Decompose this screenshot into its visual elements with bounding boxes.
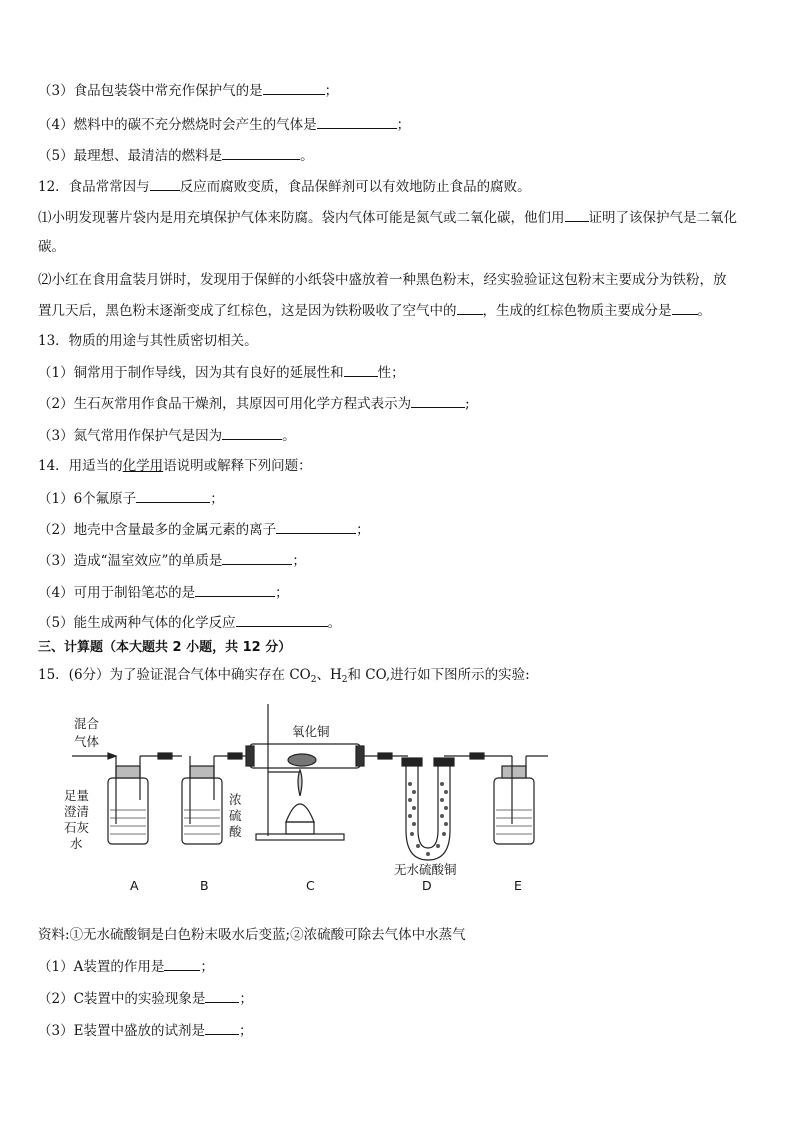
punct: 。: [300, 148, 314, 164]
q14-item1-text: （1）6个氟原子: [38, 491, 137, 507]
q14-item2-text: （2）地壳中含量最多的金属元素的离子: [38, 522, 277, 538]
label-b-1: 浓: [229, 792, 242, 807]
q15-item1-text: （1）A装置的作用是: [38, 959, 165, 975]
punct: ；: [238, 1023, 253, 1039]
answer-blank[interactable]: [164, 956, 200, 971]
q15-item3-text: （3）E装置中盛放的试剂是: [38, 1023, 205, 1039]
subscript: 2: [310, 675, 317, 685]
punct: ;: [465, 396, 470, 412]
q14-item5: [38, 612, 341, 633]
answer-blank[interactable]: [205, 988, 239, 1003]
punct: ；: [356, 522, 370, 538]
q14-item4: [38, 582, 289, 603]
answer-blank[interactable]: [222, 145, 300, 160]
label-a-2: 澄清: [64, 804, 90, 819]
answer-blank[interactable]: [222, 425, 282, 440]
answer-blank[interactable]: [136, 488, 210, 503]
punct: ；: [239, 991, 253, 1007]
punct: ；: [210, 491, 224, 507]
answer-blank[interactable]: [263, 80, 325, 95]
answer-blank[interactable]: [276, 519, 356, 534]
q14-item2: [38, 519, 370, 540]
punct: ；: [200, 959, 214, 975]
answer-blank[interactable]: [457, 300, 483, 315]
answer-blank[interactable]: [565, 207, 589, 222]
q14-stem-text-2: 语说明或解释下列问题：: [163, 458, 312, 474]
q11-item3: [38, 80, 338, 101]
answer-blank[interactable]: [222, 550, 292, 565]
q15-item1: [38, 956, 214, 977]
q11-item5-text: （5）最理想、最清洁的燃料是: [38, 148, 223, 164]
punct: ；: [396, 117, 411, 133]
q12-part1-line1: [38, 207, 737, 228]
punct: 性；: [377, 365, 405, 381]
q13-item2-text: （2）生石灰常用作食品干燥剂，其原因可用化学方程式表示为: [38, 396, 412, 412]
q12-p1-text-2: 证明了该保护气是二氧化: [588, 210, 737, 226]
label-inlet-1: 混合: [74, 716, 100, 731]
letter-b: B: [200, 878, 209, 893]
section-heading: 三、计算题（本大题共 2 小题，共 12 分）: [38, 640, 292, 655]
q11-item5: [38, 145, 314, 166]
q13-item3-text: （3）氮气常用作保护气是因为: [38, 428, 223, 444]
q13-item3: [38, 425, 296, 446]
q13-stem: 13．物质的用途与其性质密切相关。: [38, 333, 258, 349]
q15-item3: [38, 1020, 252, 1041]
q12-stem-text: 12．食品常常因与: [38, 179, 150, 195]
q12-p2-text: 置几天后，黑色粉末逐渐变成了红棕色，这是因为铁粉吸收了空气中的: [38, 303, 457, 319]
answer-blank[interactable]: [236, 612, 328, 627]
q12-p1-text: ⑴小明发现薯片袋内是用充填保护气体来防腐。袋内气体可能是氮气或二氧化碳，他们用: [38, 210, 565, 226]
letter-c: C: [306, 878, 315, 893]
q15-stem-c: 和 CO,进行如下图所示的实验:: [347, 667, 530, 683]
answer-blank[interactable]: [150, 176, 180, 191]
q11-item4: [38, 114, 410, 135]
answer-blank[interactable]: [411, 393, 465, 408]
q13-item1: [38, 362, 405, 383]
q15-item2: [38, 988, 253, 1009]
q12-stem: [38, 176, 531, 197]
q12-stem-text-2: 反应而腐败变质，食品保鲜剂可以有效地防止食品的腐败。: [179, 179, 531, 195]
q13-item1-text: （1）铜常用于制作导线，因为其有良好的延展性和: [38, 365, 344, 381]
letter-e: E: [514, 878, 522, 893]
punct: 。: [697, 303, 711, 319]
q14-item3: [38, 550, 306, 571]
punct: 。: [282, 428, 296, 444]
q15-stem: [38, 665, 530, 690]
q15-stem-b: 、H: [316, 667, 342, 683]
q14-stem-underlined: 化学用: [122, 458, 164, 474]
q14-item3-text: （3）造成“温室效应”的单质是: [38, 553, 223, 569]
label-b-3: 酸: [229, 824, 242, 839]
q12-p2-text-2: ，生成的红棕色物质主要成分是: [482, 303, 672, 319]
q11-item4-text: （4）燃料中的碳不充分燃烧时会产生的气体是: [38, 117, 317, 133]
label-a-3: 石灰: [64, 820, 90, 835]
label-a-1: 足量: [64, 788, 90, 803]
q12-part2-line1: ⑵小红在食用盒装月饼时，发现用于保鲜的小纸袋中盛放着一种黑色粉末，经实验验证这包粉末主要成分为铁粉，放: [38, 272, 727, 288]
answer-blank[interactable]: [344, 362, 378, 377]
punct: 。: [327, 615, 342, 631]
answer-blank[interactable]: [205, 1020, 239, 1035]
q14-item4-text: （4）可用于制铅笔芯的是: [38, 585, 196, 601]
label-inlet-2: 气体: [74, 734, 100, 749]
q15-stem-a: 15．(6分）为了验证混合气体中确实存在 CO: [38, 667, 311, 683]
label-b-2: 硫: [229, 808, 242, 823]
answer-blank[interactable]: [317, 114, 397, 129]
answer-blank[interactable]: [672, 300, 698, 315]
letter-d: D: [422, 878, 432, 893]
q14-item1: [38, 488, 224, 509]
q12-part1-line2: 碳。: [38, 239, 65, 255]
label-c: 氧化铜: [292, 724, 330, 739]
punct: ；: [324, 83, 339, 99]
q13-item2: [38, 393, 470, 414]
subscript: 2: [341, 675, 348, 685]
q15-info: 资料:①无水硫酸铜是白色粉末吸水后变蓝;②浓硫酸可除去气体中水蒸气: [38, 927, 466, 943]
answer-blank[interactable]: [195, 582, 275, 597]
punct: ；: [292, 553, 306, 569]
apparatus-diagram: [0, 700, 794, 900]
q14-stem: [38, 456, 312, 476]
label-a-4: 水: [70, 836, 83, 851]
letter-a: A: [130, 878, 139, 893]
q12-part2-line2: [38, 300, 711, 321]
q14-item5-text: （5）能生成两种气体的化学反应: [38, 615, 236, 631]
q14-stem-text: 14．用适当的: [38, 458, 123, 474]
label-d: 无水硫酸铜: [394, 862, 457, 877]
q15-item2-text: （2）C装置中的实验现象是: [38, 991, 206, 1007]
punct: ；: [275, 585, 289, 601]
q11-item3-text: （3）食品包装袋中常充作保护气的是: [38, 83, 263, 99]
